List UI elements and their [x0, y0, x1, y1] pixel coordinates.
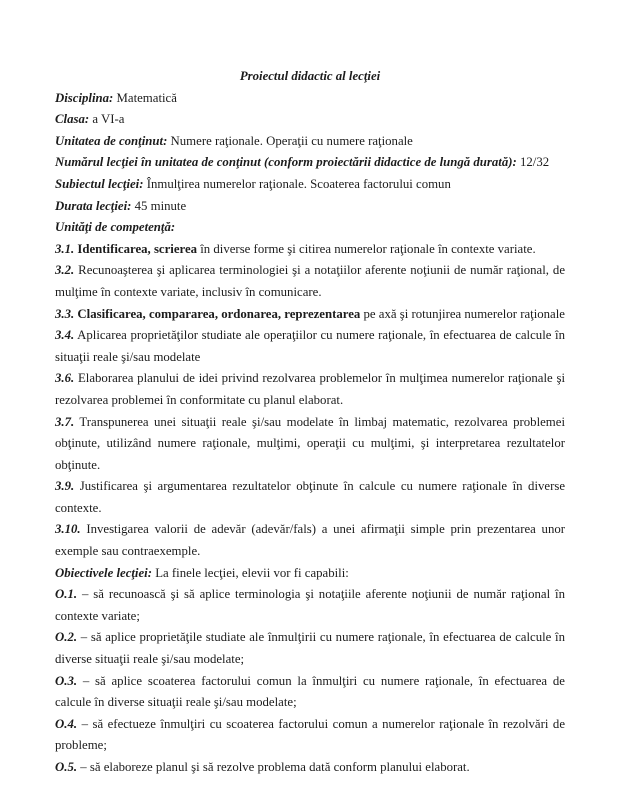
competence-3-10 [55, 519, 565, 562]
competence-3-2 [55, 260, 565, 303]
competence-number: 3.7. [55, 414, 75, 429]
objective-o-4 [55, 714, 565, 757]
competence-keywords: Identificarea, scrierea [77, 241, 198, 256]
meta-value: Matematică [116, 90, 177, 105]
competence-3-7 [55, 412, 565, 477]
competence-3-3 [55, 304, 565, 326]
objective-number: O.1. [55, 587, 78, 602]
meta-label: Durata lecţiei: [55, 198, 132, 213]
objective-text: – să recunoască şi să aplice terminologia şi notaţiile aferente noţiunii de număr raţional în contexte variate; [55, 587, 566, 623]
objectives-intro-text: La finele lecţiei, elevii vor fi capabili: [155, 565, 349, 580]
meta-value: 45 minute [134, 198, 187, 213]
competence-keywords: Clasificarea, compararea, ordonarea, reprezentarea [77, 306, 361, 321]
meta-numarul-lectiei [55, 152, 565, 174]
competence-number: 3.2. [55, 263, 75, 278]
competence-text: Justificarea şi argumentarea rezultatelor obţinute în calcule cu numere raţionale în diverse contexte. [55, 479, 565, 515]
competence-number: 3.1. [55, 241, 75, 256]
competence-3-6 [55, 368, 565, 411]
objective-text: – să elaboreze planul şi să rezolve problema dată conform planului elaborat. [80, 760, 470, 774]
competence-3-4 [55, 325, 565, 368]
objective-number: O.4. [55, 716, 78, 731]
objective-o-5 [55, 757, 565, 779]
objective-text: – să efectueze înmulţiri cu scoaterea factorului comun a numerelor raţionale în rezolvări de probleme; [55, 716, 566, 753]
competence-text: Recunoaşterea şi aplicarea terminologiei şi a notaţiilor aferente noţiunii de număr raţional, de mulţime în contexte variate, inclusiv în comunicare. [55, 263, 566, 299]
objective-o-3 [55, 671, 565, 714]
objective-o-2 [55, 627, 565, 670]
meta-subiectul-lectiei [55, 174, 565, 196]
competence-text: Elaborarea planului de idei privind rezolvarea problemelor în mulţimea numerelor raţionale şi rezolvarea problemei în conformitate cu planul elaborat. [55, 371, 566, 407]
objective-number: O.3. [55, 673, 78, 688]
competence-text: în diverse forme şi citirea numerelor raţionale în contexte variate. [200, 241, 536, 256]
meta-value: a VI-a [92, 112, 125, 127]
meta-label: Disciplina: [55, 90, 114, 105]
meta-unitatea-de-continut [55, 131, 565, 153]
competence-text: Transpunerea unei situaţii reale şi/sau modelate în limbaj matematic, rezolvarea problemei obţinute, utilizând numere raţionale, mulţimi, operaţii cu mulţimi, şi interpretarea rezultatelor obţinute. [55, 414, 565, 472]
objective-text: – să aplice proprietăţile studiate ale înmulţirii cu numere raţionale, în efectuarea de calcule în diverse situaţii reale şi/sau modelate; [55, 630, 566, 667]
competence-3-9 [55, 476, 565, 519]
meta-label: Subiectul lecţiei: [55, 176, 144, 191]
competence-text: Investigarea valorii de adevăr (adevăr/fals) a unei afirmaţii simple prin prezentarea unor exemple sau contraexemple. [55, 522, 566, 559]
competences-heading: Unităţi de competenţă: [55, 220, 176, 235]
document-title: Proiectul didactic al lecţiei [239, 69, 381, 83]
objectives-label: Obiectivele lecţiei: [55, 565, 152, 580]
objective-number: O.2. [55, 630, 78, 645]
objective-o-1 [55, 584, 565, 627]
meta-durata-lectiei [55, 196, 565, 218]
competence-text: pe axă şi rotunjirea numerelor raţionale [363, 306, 565, 321]
meta-clasa [55, 109, 565, 131]
meta-value: Înmulţirea numerelor raţionale. Scoaterea factorului comun [146, 176, 451, 191]
objective-number: O.5. [55, 760, 78, 774]
competence-number: 3.4. [55, 328, 75, 343]
objective-text: – să aplice scoaterea factorului comun la înmulţiri cu numere raţionale, în efectuarea de calcule în diverse situaţii reale şi/sau modelate; [55, 673, 565, 710]
meta-label: Unitatea de conţinut: [55, 133, 168, 148]
competence-number: 3.9. [55, 479, 75, 494]
competence-number: 3.6. [55, 371, 75, 386]
objectives-heading [55, 563, 565, 585]
competence-number: 3.10. [55, 522, 81, 537]
meta-value: Numere raţionale. Operaţii cu numere raţionale [170, 133, 413, 148]
meta-label: Clasa: [55, 112, 90, 127]
competence-3-1 [55, 239, 565, 261]
meta-disciplina [55, 88, 565, 110]
meta-label: Numărul lecţiei în unitatea de conţinut (conform proiectării didactice de lungă durată): [55, 155, 517, 170]
meta-value: 12/32 [519, 155, 550, 170]
competence-number: 3.3. [55, 306, 75, 321]
competence-text: Aplicarea proprietăţilor studiate ale operaţiilor cu numere raţionale, în efectuarea de calcule în situaţii reale şi/sau modelate [55, 328, 565, 364]
